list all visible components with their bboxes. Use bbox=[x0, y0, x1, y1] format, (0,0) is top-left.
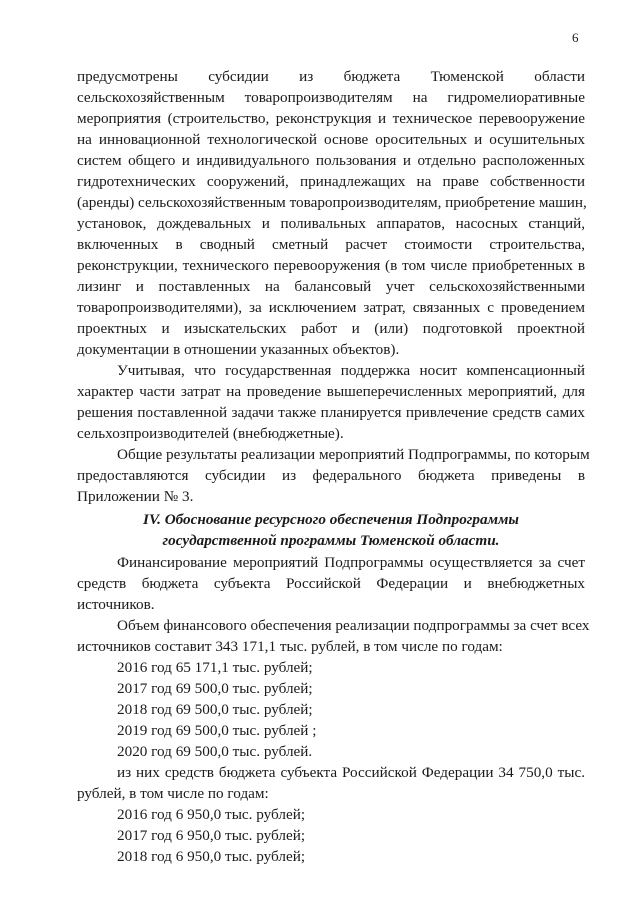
list-item: 2016 год 6 950,0 тыс. рублей; bbox=[117, 806, 306, 823]
list-item: 2019 год 69 500,0 тыс. рублей ; bbox=[117, 722, 317, 739]
list-item: 2017 год 6 950,0 тыс. рублей; bbox=[117, 827, 306, 844]
text-line: сельскохозяйственным товаропроизводителям на гидромелиоративные bbox=[77, 89, 585, 106]
text-line: документации в отношении указанных объектов). bbox=[77, 341, 400, 358]
text-line: включенных в сводный сметный расчет стоимости строительства, bbox=[77, 236, 585, 253]
text-line: характер части затрат на проведение вышеперечисленных мероприятий, для bbox=[77, 383, 585, 400]
heading-line: IV. Обоснование ресурсного обеспечения Подпрограммы bbox=[143, 511, 519, 528]
text-line: Общие результаты реализации мероприятий Подпрограммы, по которым bbox=[117, 446, 590, 463]
text-line: товаропроизводителями), за исключением затрат, связанных с проведением bbox=[77, 299, 585, 316]
text-line: Финансирование мероприятий Подпрограммы осуществляется за счет bbox=[117, 554, 585, 571]
text-line: установок, дождевальных и поливальных аппаратов, насосных станций, bbox=[77, 215, 585, 232]
text-line: средств бюджета субъекта Российской Федерации и внебюджетных bbox=[77, 575, 585, 592]
text-line: источников. bbox=[77, 596, 155, 613]
heading-line: государственной программы Тюменской области. bbox=[162, 532, 500, 549]
text-line: предоставляются субсидии из федерального бюджета приведены в bbox=[77, 467, 585, 484]
text-line: гидротехнических сооружений, принадлежащих на праве собственности bbox=[77, 173, 585, 190]
text-line: Учитывая, что государственная поддержка носит компенсационный bbox=[117, 362, 585, 379]
list-item: 2020 год 69 500,0 тыс. рублей. bbox=[117, 743, 313, 760]
list-item: 2017 год 69 500,0 тыс. рублей; bbox=[117, 680, 313, 697]
text-line: Приложении № 3. bbox=[77, 488, 194, 505]
text-line: рублей, в том числе по годам: bbox=[77, 785, 269, 802]
text-line: проектных и изыскательских работ и (или) подготовкой проектной bbox=[77, 320, 585, 337]
page-number: 6 bbox=[572, 30, 579, 45]
text-line: решения поставленной задачи также планируется привлечение средств самих bbox=[77, 404, 585, 421]
text-line: лизинг и поставленных на балансовый учет сельскохозяйственными bbox=[77, 278, 585, 295]
list-item: 2016 год 65 171,1 тыс. рублей; bbox=[117, 659, 313, 676]
text-line: на инновационной технологической основе оросительных и осушительных bbox=[77, 131, 585, 148]
text-line: из них средств бюджета субъекта Российской Федерации 34 750,0 тыс. bbox=[117, 764, 585, 781]
text-line: источников составит 343 171,1 тыс. рублей, в том числе по годам: bbox=[77, 638, 503, 655]
text-line: систем общего и индивидуального пользования и отдельно расположенных bbox=[77, 152, 585, 169]
text-line: мероприятия (строительство, реконструкция и техническое перевооружение bbox=[77, 110, 585, 127]
list-item: 2018 год 6 950,0 тыс. рублей; bbox=[117, 848, 306, 865]
text-line: реконструкции, технического перевооружения (в том числе приобретенных в bbox=[77, 257, 585, 274]
text-line: предусмотрены субсидии из бюджета Тюменской области bbox=[77, 68, 585, 85]
text-line: (аренды) сельскохозяйственным товаропроизводителям, приобретение машин, bbox=[77, 194, 587, 211]
list-item: 2018 год 69 500,0 тыс. рублей; bbox=[117, 701, 313, 718]
text-line: сельхозпроизводителей (внебюджетные). bbox=[77, 425, 344, 442]
text-line: Объем финансового обеспечения реализации подпрограммы за счет всех bbox=[117, 617, 590, 634]
